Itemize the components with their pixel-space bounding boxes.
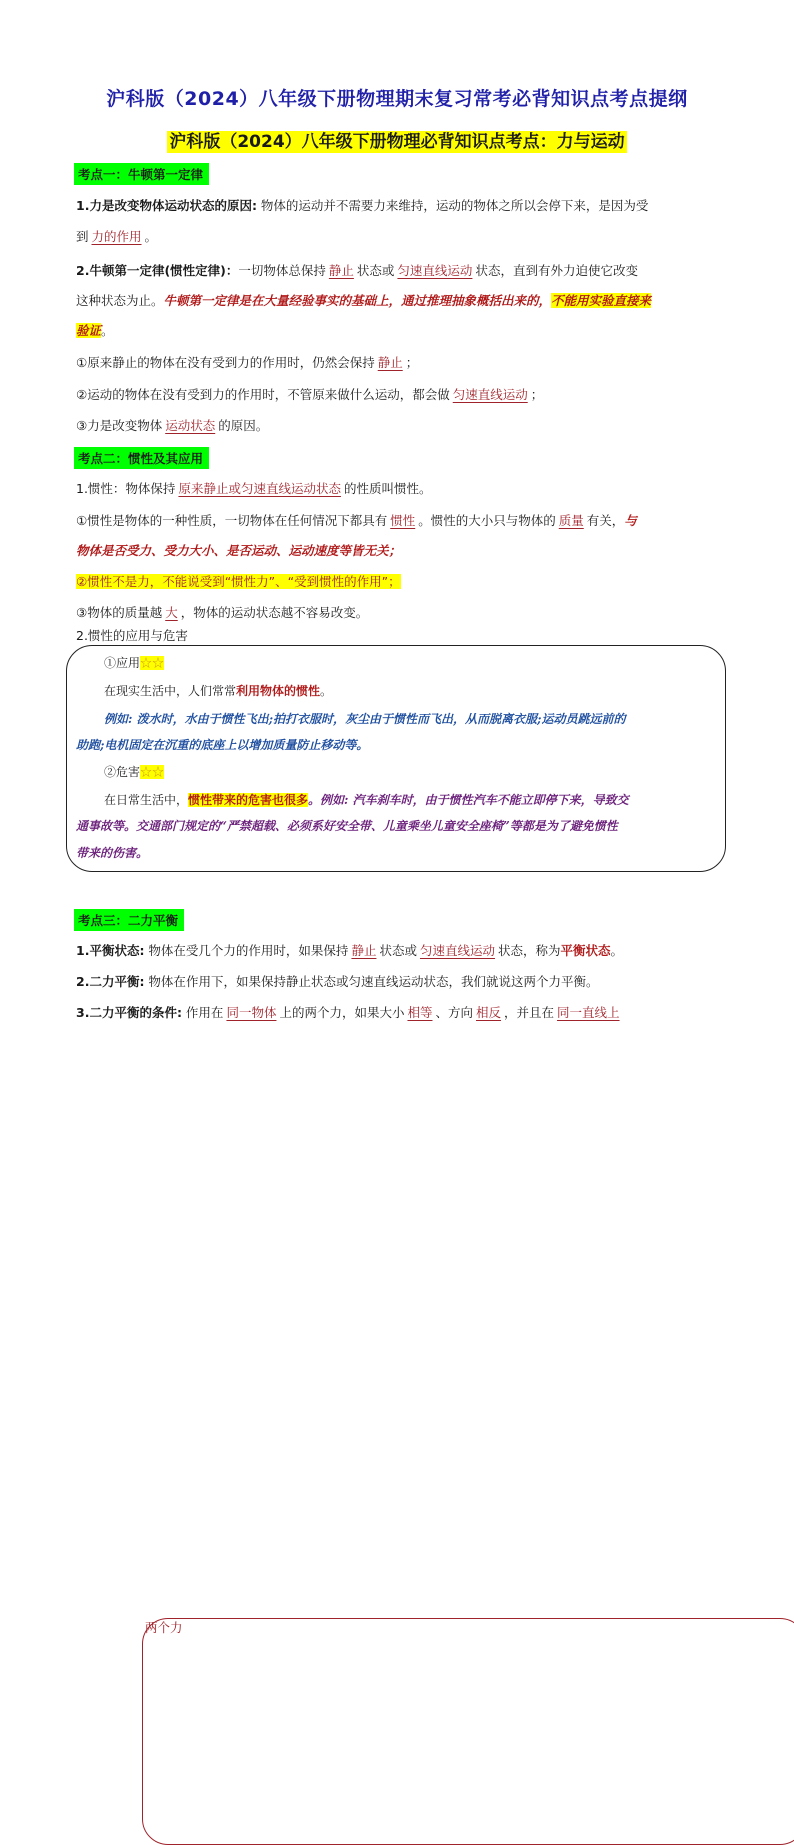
box-app-intro-pre: 在现实生活中，人们常常	[104, 684, 237, 698]
section-heading-3: 考点三：二力平衡	[74, 909, 184, 931]
s3-l3-t4: ，并且在	[504, 1005, 555, 1020]
box-harm-line-1	[104, 792, 629, 809]
box-harm-post: 。例如: 汽车刹车时，由于惯性汽车不能立即停下来，导致交	[308, 793, 629, 807]
s2-l2-t3: 有关，	[586, 513, 625, 528]
fill-blank: 相反	[476, 1005, 502, 1020]
fill-blank: 相等	[407, 1005, 433, 1020]
box-app-intro-red: 利用物体的惯性	[236, 684, 321, 698]
s3-l2-t2: 作用下，如果保持静止状态或匀速直线运动状态，我们就说这两个力平衡。	[185, 974, 599, 989]
s3-l1-t3: 状态，称为	[497, 943, 561, 958]
s1-line-1	[76, 197, 726, 215]
s2-l4-highlight: ②惯性不是力，不能说受到“惯性力”、“受到惯性的作用”；	[76, 574, 401, 589]
s1-line-4	[76, 292, 726, 310]
s1-l4-text: 这种状态为止。	[76, 293, 164, 308]
fill-blank: 同一直线上	[557, 1005, 620, 1020]
fill-blank: 匀速直线运动	[419, 943, 495, 958]
s1-l6-text: ①原来静止的物体在没有受到力的作用时，仍然会保持	[76, 355, 375, 370]
s1-l8-text: ③力是改变物体	[76, 418, 163, 433]
s2-line-5	[76, 604, 726, 622]
fill-blank: 两个力	[142, 1618, 794, 1845]
box-harm-line-3: 带来的伤害。	[76, 846, 149, 860]
fill-blank: 同一物体	[226, 1005, 277, 1020]
box-harm-line-2: 通事故等。交通部门规定的“严禁超载、必须系好安全带、儿童乘坐儿童安全座椅”等都是为了避免惯性	[76, 819, 618, 833]
fill-blank: 静止	[351, 943, 377, 958]
application-box	[66, 645, 726, 872]
s3-l2-t1: 物体在	[144, 974, 186, 989]
box-app-label: ①应用	[104, 656, 141, 670]
s3-l1-red: 平衡状态	[560, 943, 611, 958]
s2-line-2	[76, 512, 726, 530]
s2-line-1	[76, 480, 726, 498]
s1-l5-highlight: 验证	[76, 323, 102, 338]
s3-l1-t1: 物体在受几个力的作用时，如果保持	[144, 943, 349, 958]
box-harm-heading	[104, 764, 164, 781]
s3-l3-t2: 上的两个力，如果大小	[279, 1005, 405, 1020]
section-heading-2: 考点二：惯性及其应用	[74, 447, 209, 469]
s3-l2-bold: 2.二力平衡:	[76, 974, 145, 989]
box-app-intro-post: 。	[320, 684, 333, 698]
s1-l1-bold: 1.力是改变物体运动状态的原因:	[76, 198, 257, 213]
fill-blank: 原来静止或匀速直线运动状态	[178, 481, 341, 496]
s2-l2-t1: ①惯性是物体的一种性质，一切物体在任何情况下都具有	[76, 513, 388, 528]
fill-blank: 匀速直线运动	[452, 387, 528, 402]
box-app-example-2: 助跑;电机固定在沉重的底座上以增加质量防止移动等。	[76, 738, 369, 752]
s3-l1-bold: 1.平衡状态:	[76, 943, 145, 958]
s1-l3-t1: 一切物体总保持	[238, 263, 326, 278]
s3-l1-post: 。	[610, 943, 624, 958]
s2-l5-t1: ③物体的质量越	[76, 605, 163, 620]
fill-blank: 静止	[377, 355, 403, 370]
s3-line-1	[76, 942, 726, 960]
s1-l4-highlight: 不能用实验直接来	[551, 293, 652, 308]
s3-l3-bold: 3.二力平衡的条件:	[76, 1005, 182, 1020]
s1-l3-t3: 状态，直到有外力迫使它改变	[475, 263, 638, 278]
box-app-heading	[104, 655, 164, 672]
s1-line-3	[76, 262, 726, 280]
s3-line-3	[76, 1004, 726, 1022]
s2-line-3	[76, 542, 726, 560]
s1-line-2	[76, 228, 726, 246]
s1-l3-bold: 2.牛顿第一定律(惯性定律)：	[76, 263, 239, 278]
document-subtitle	[0, 127, 794, 152]
fill-blank: 力的作用	[91, 229, 142, 244]
s2-l1-text: 1.惯性：物体保持	[76, 481, 176, 496]
s1-line-6	[76, 354, 726, 372]
s1-l8-post: 的原因。	[218, 418, 269, 433]
box-app-example-1: 例如: 泼水时，水由于惯性飞出;拍打衣服时，灰尘由于惯性而飞出，从而脱离衣服;运动员跳远前的	[104, 712, 626, 726]
s2-l2-emph: 与	[624, 513, 637, 528]
s2-line-6	[76, 627, 726, 645]
section-heading-1: 考点一：牛顿第一定律	[74, 163, 209, 185]
s2-line-4	[76, 573, 726, 591]
s2-l2-t2: 。惯性的大小只与物体的	[418, 513, 556, 528]
s1-l5-post: 。	[101, 323, 114, 338]
fill-blank: 质量	[558, 513, 584, 528]
s1-l2-pre: 到	[76, 229, 89, 244]
star-icon: ☆☆	[140, 765, 165, 779]
s1-l7-post: ；	[530, 387, 544, 402]
s1-l7-text: ②运动的物体在没有受到力的作用时，不管原来做什么运动，都会做	[76, 387, 450, 402]
s2-l1-post: 的性质叫惯性。	[343, 481, 432, 496]
s1-l3-t2: 状态或	[356, 263, 395, 278]
s1-line-8	[76, 417, 726, 435]
s2-l5-t2: ，物体的运动状态越不容易改变。	[180, 605, 369, 620]
box-app-intro	[104, 683, 332, 700]
star-icon: ☆☆	[140, 656, 165, 670]
s1-line-7	[76, 386, 726, 404]
fill-blank: 惯性	[390, 513, 416, 528]
s1-l2-post: 。	[144, 229, 158, 244]
s1-l1-text: 物体的运动并不需要力来维持，运动的物体之所以会停下来，是因为受	[256, 198, 649, 213]
s3-l1-t2: 状态或	[379, 943, 417, 958]
s1-line-5	[76, 322, 726, 340]
s3-l3-t1: 作用在	[181, 1005, 224, 1020]
fill-blank: 静止	[328, 263, 354, 278]
s1-l6-post: ；	[405, 355, 419, 370]
s2-l3-emph: 物体是否受力、受力大小、是否运动、运动速度等皆无关；	[76, 543, 402, 558]
box-harm-pre: 在日常生活中，	[104, 793, 189, 807]
fill-blank: 大	[165, 605, 178, 620]
box-harm-highlight: 惯性带来的危害也很多	[188, 793, 309, 807]
box-harm-label: ②危害	[104, 765, 141, 779]
subtitle-text: 沪科版（2024）八年级下册物理必背知识点考点：力与运动	[169, 132, 625, 152]
fill-blank: 运动状态	[165, 418, 216, 433]
fill-blank: 匀速直线运动	[397, 263, 473, 278]
document-title: 沪科版（2024）八年级下册物理期末复习常考必背知识点考点提纲	[106, 88, 688, 110]
s2-l6-text: 2.惯性的应用与危害	[76, 628, 188, 643]
s1-l4-emph: 牛顿第一定律是在大量经验事实的基础上，通过推理抽象概括出来的，	[163, 293, 552, 308]
s3-l3-t3: 、方向	[435, 1005, 473, 1020]
